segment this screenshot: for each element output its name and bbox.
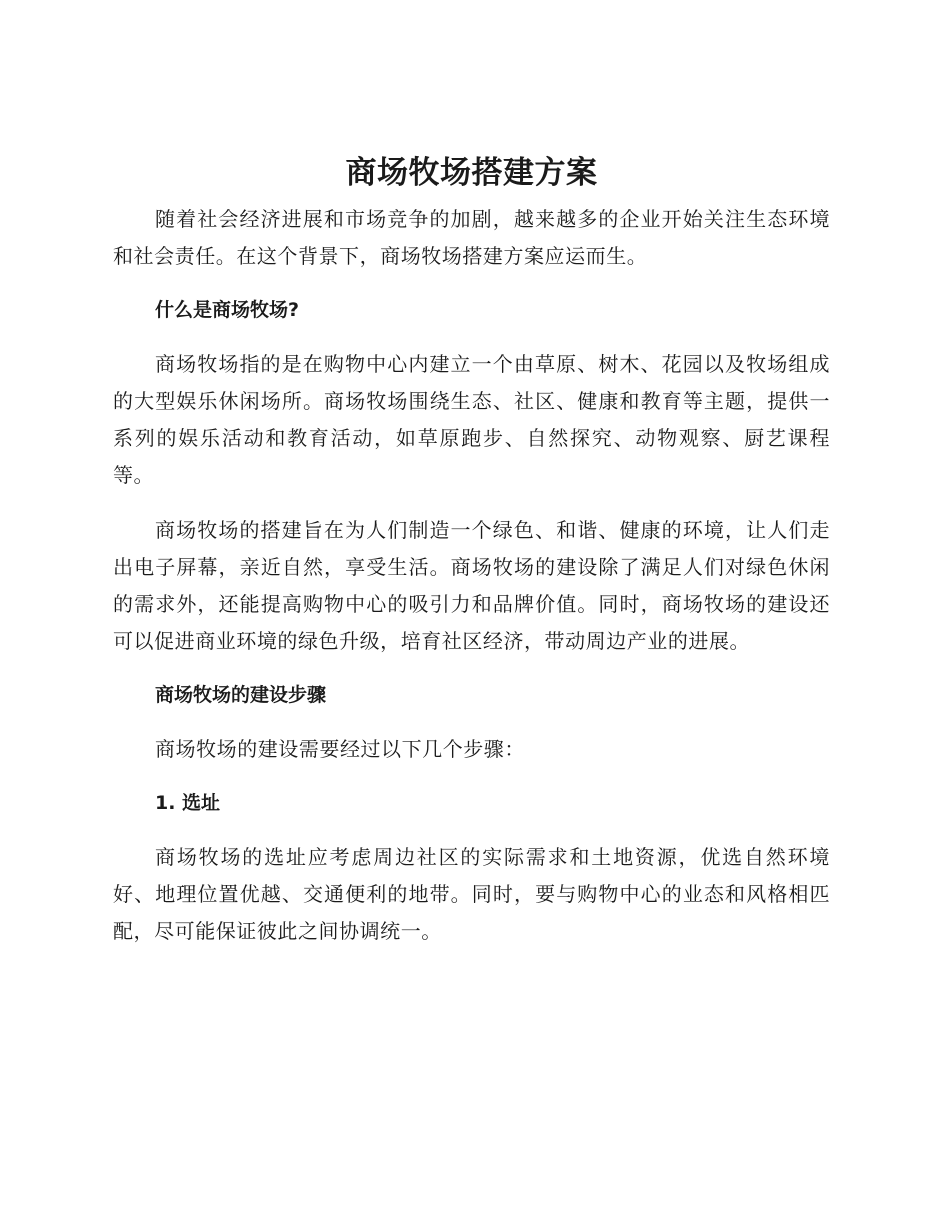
spacer <box>113 822 830 839</box>
spacer <box>113 275 830 292</box>
spacer <box>113 768 830 785</box>
definition-paragraph: 商场牧场指的是在购物中心内建立一个由草原、树木、花园以及牧场组成的大型娱乐休闲场所。商场牧场围绕生态、社区、健康和教育等主题，提供一系列的娱乐活动和教育活动，如草原跑步、自然探究、动物观察、厨艺课程等。 <box>113 352 830 487</box>
spacer <box>113 329 830 346</box>
document-title: 商场牧场搭建方案 <box>345 155 598 191</box>
spacer <box>113 714 830 731</box>
spacer <box>113 494 830 512</box>
purpose-paragraph: 商场牧场的搭建旨在为人们制造一个绿色、和谐、健康的环境，让人们走出电子屏幕，亲近自然，享受生活。商场牧场的建设除了满足人们对绿色休闲的需求外，还能提高购物中心的吸引力和品牌价值。同时，商场牧场的建设还可以促进商业环境的绿色升级，培育社区经济，带动周边产业的进展。 <box>113 518 830 653</box>
section-heading-steps: 商场牧场的建设步骤 <box>155 684 327 706</box>
section-heading-what-is: 什么是商场牧场? <box>155 299 300 321</box>
step-heading-site-selection: 1. 选址 <box>155 792 221 814</box>
steps-intro-paragraph: 商场牧场的建设需要经过以下几个步骤： <box>155 737 525 761</box>
site-selection-paragraph: 商场牧场的选址应考虑周边社区的实际需求和土地资源，优选自然环境好、地理位置优越、交通便利的地带。同时，要与购物中心的业态和风格相匹配，尽可能保证彼此之间协调统一。 <box>113 845 830 943</box>
document-page <box>113 145 830 950</box>
intro-paragraph: 随着社会经济进展和市场竞争的加剧，越来越多的企业开始关注生态环境和社会责任。在这个背景下，商场牧场搭建方案应运而生。 <box>113 207 830 268</box>
spacer <box>113 660 830 677</box>
